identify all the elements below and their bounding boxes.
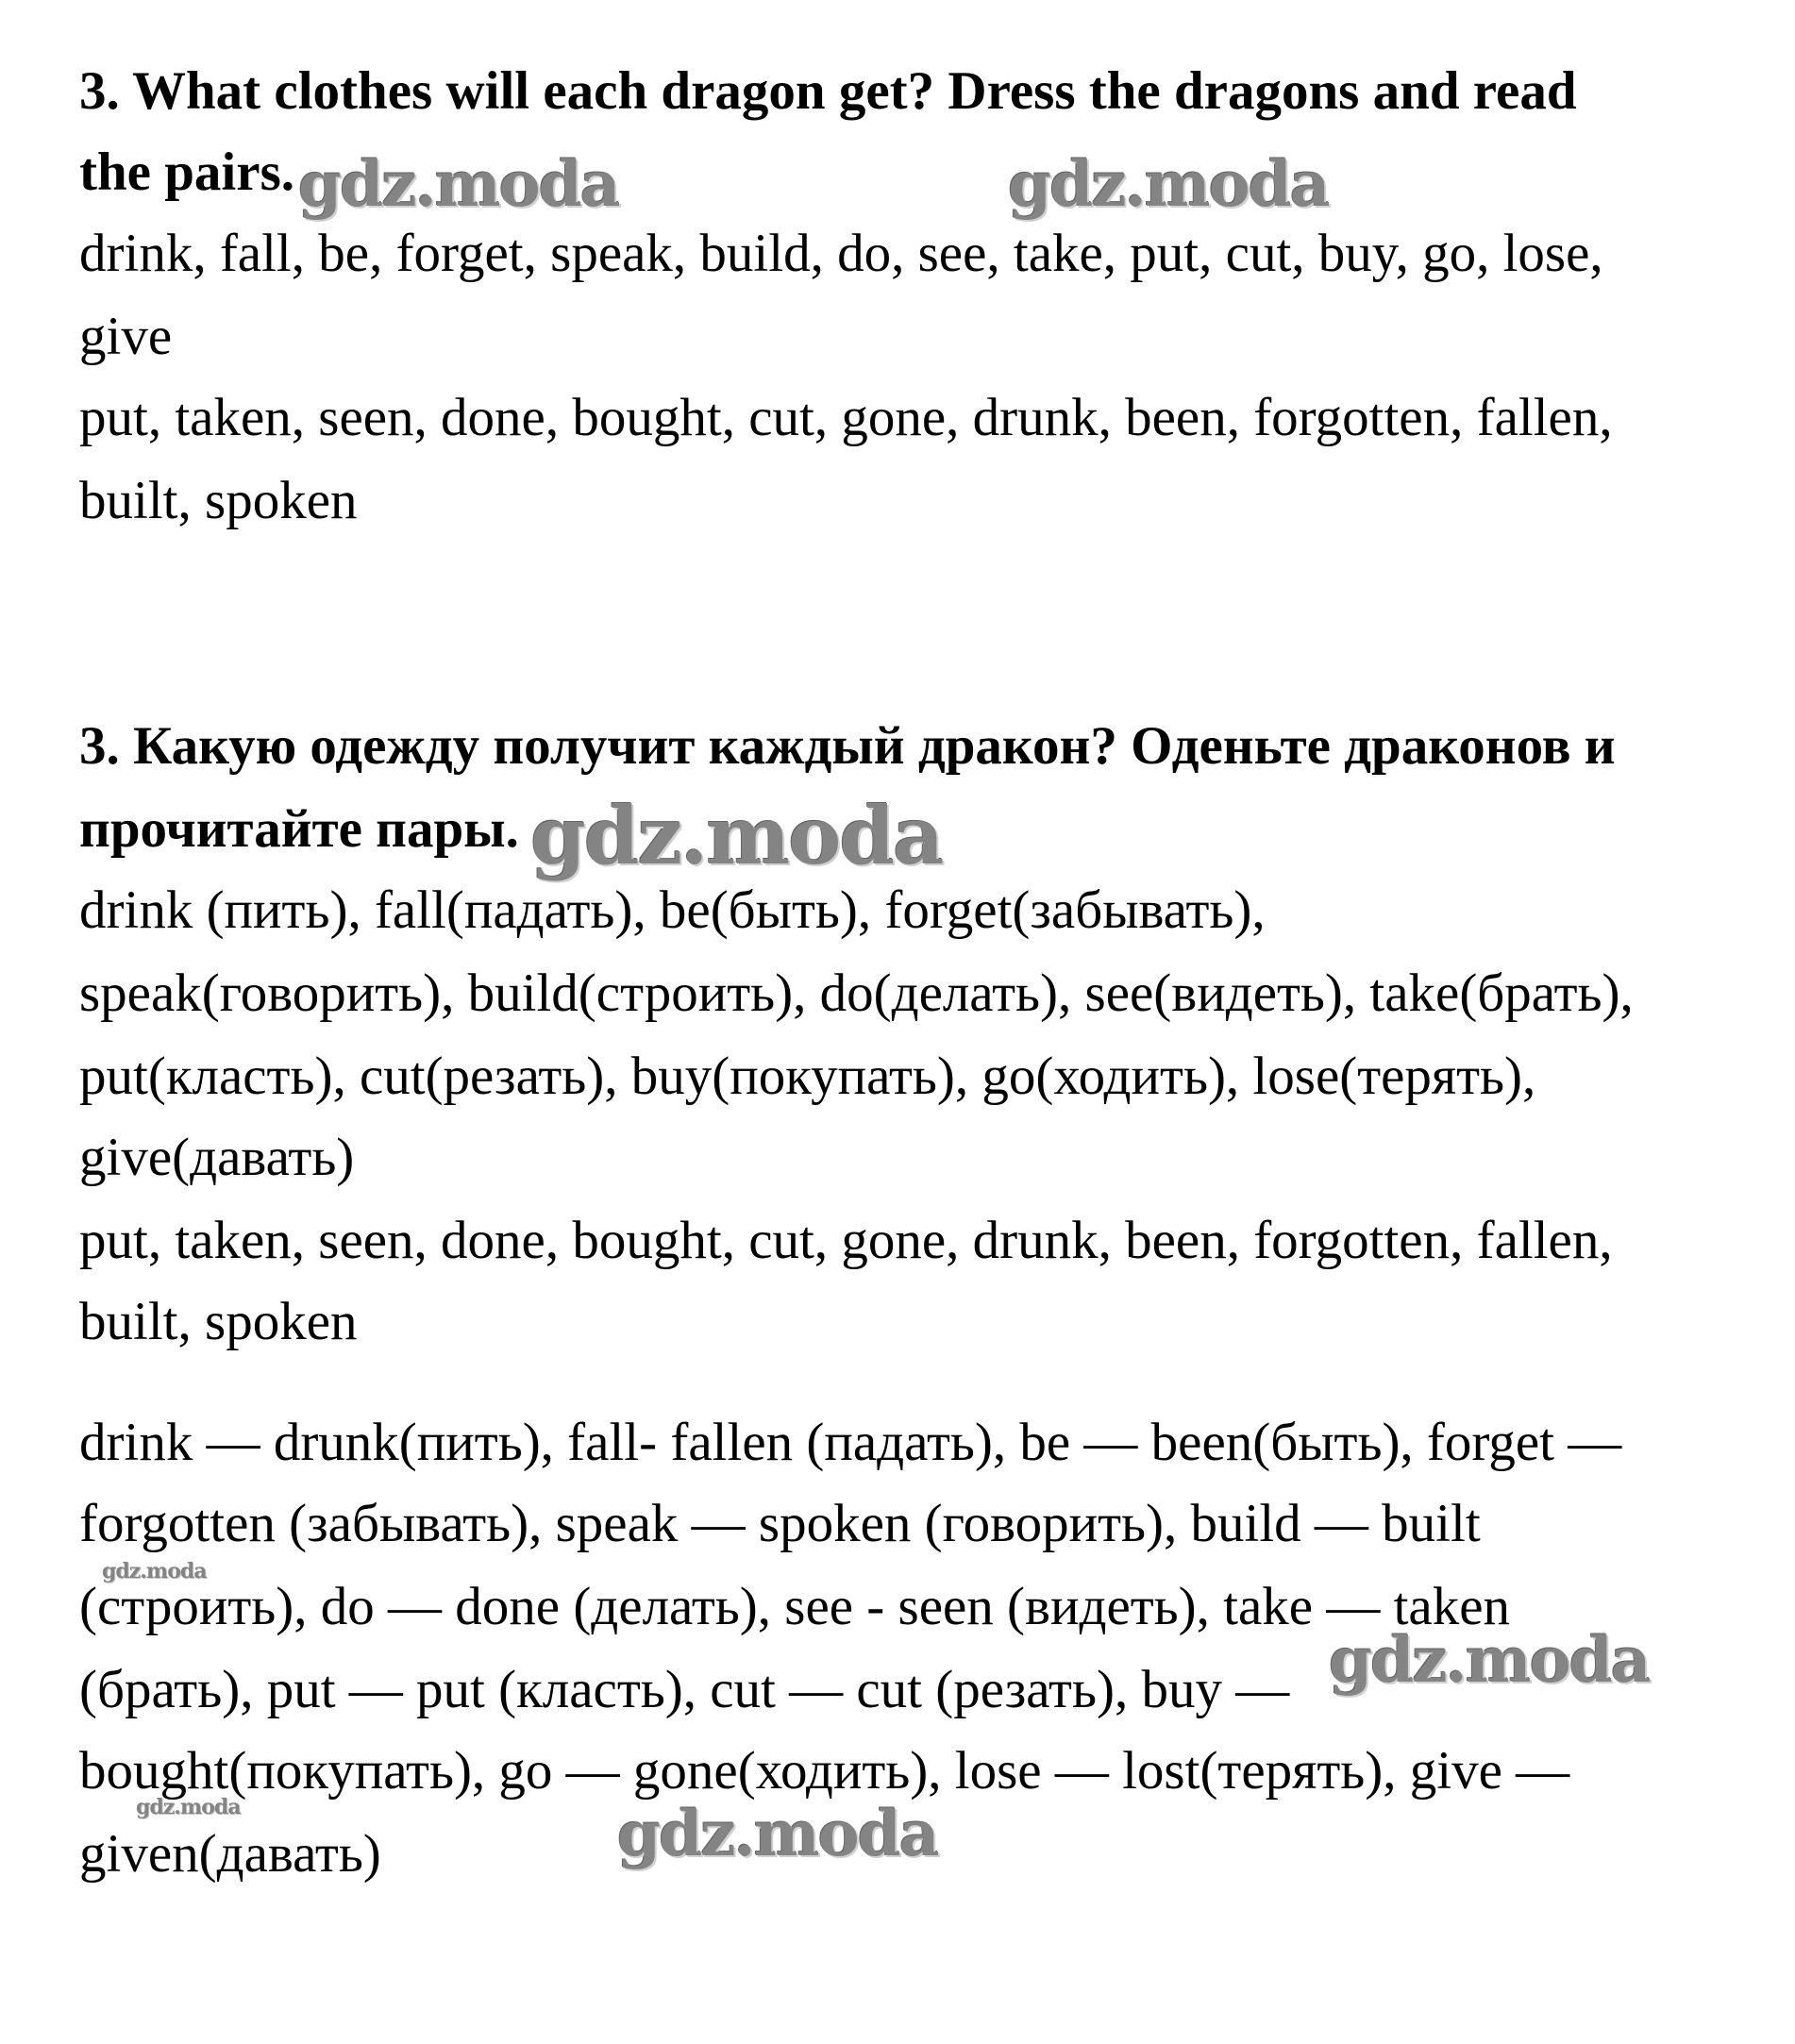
russian-verbs-line-2: speak(говорить), build(строить), do(делать), see(видеть), take(брать), — [79, 963, 1634, 1023]
english-participles-line-2: built, spoken — [79, 471, 358, 530]
russian-verbs-line-3: put(класть), cut(резать), buy(покупать), go(ходить), lose(терять), — [79, 1047, 1536, 1106]
english-verbs-line-1: drink, fall, be, forget, speak, build, do, see, take, put, cut, buy, go, lose, — [79, 224, 1603, 283]
watermark: gdz.moda — [102, 1559, 207, 1583]
russian-heading-line-1: 3. Какую одежду получит каждый дракон? Оденьте драконов и — [79, 716, 1616, 776]
english-verbs-line-2: give — [79, 307, 173, 366]
watermark: gdz.moda — [1329, 1623, 1650, 1697]
answer-line-6: given(давать) — [79, 1824, 381, 1884]
answer-line-5: bought(покупать), go — gone(ходить), lose — lost(терять), give — — [79, 1741, 1570, 1801]
english-participles-line-1: put, taken, seen, done, bought, cut, gone, drunk, been, forgotten, fallen, — [79, 388, 1613, 447]
watermark: gdz.moda — [530, 789, 943, 882]
english-heading-line-2: the pairs. — [79, 142, 294, 202]
english-heading-line-1: 3. What clothes will each dragon get? Dress the dragons and read — [79, 61, 1577, 121]
watermark: gdz.moda — [136, 1795, 241, 1819]
russian-participles-line-2: built, spoken — [79, 1292, 358, 1351]
russian-verbs-line-4: give(давать) — [79, 1128, 355, 1187]
watermark: gdz.moda — [1008, 147, 1329, 221]
answer-line-1: drink — drunk(пить), fall- fallen (падать), be — been(быть), forget — — [79, 1413, 1622, 1472]
watermark: gdz.moda — [617, 1797, 938, 1870]
answer-line-4: (брать), put — put (класть), cut — cut (резать), buy — — [79, 1660, 1290, 1719]
russian-participles-line-1: put, taken, seen, done, bought, cut, gone, drunk, been, forgotten, fallen, — [79, 1211, 1613, 1270]
answer-line-2: forgotten (забывать), speak — spoken (говорить), build — built — [79, 1494, 1481, 1553]
russian-verbs-line-1: drink (пить), fall(падать), be(быть), forget(забывать), — [79, 880, 1266, 940]
russian-heading-line-2: прочитайте пары. — [79, 799, 519, 859]
watermark: gdz.moda — [298, 147, 619, 221]
answer-line-3: (строить), do — done (делать), see - seen (видеть), take — taken — [79, 1577, 1511, 1636]
